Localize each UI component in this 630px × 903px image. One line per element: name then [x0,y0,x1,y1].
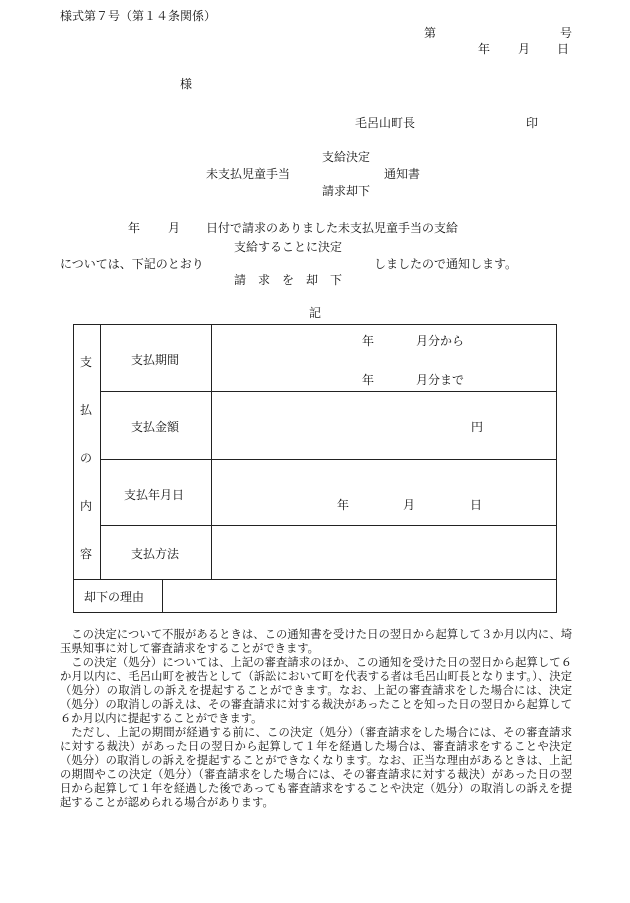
issue-date-day: 日 [557,42,570,56]
title-suffix: 通知書 [384,167,421,181]
title-option-rejection: 請求却下 [322,184,371,198]
side-label-char: 容 [80,547,93,561]
period-to-suffix: 月分まで [416,373,465,387]
period-label: 支払期間 [131,353,180,367]
document-title: 未支払児童手当 [206,167,291,181]
amount-unit: 円 [471,420,484,434]
amount-label: 支払金額 [131,420,180,434]
body-option-reject: 請 求 を 却 下 [234,273,343,287]
ki-heading: 記 [309,306,322,320]
payment-date-month: 月 [403,498,416,512]
side-label-char: 支 [80,355,93,369]
period-from-year: 年 [362,334,375,348]
period-to-year: 年 [362,373,375,387]
rejection-reason-label: 却下の理由 [84,590,145,604]
body-option-payment: 支給することに決定 [234,240,343,254]
payment-method-label: 支払方法 [131,547,180,561]
side-label-char: の [80,451,93,465]
payment-date-label: 支払年月日 [124,488,185,502]
request-date-month: 月 [168,221,181,235]
body-line-2-suffix: しましたので通知します。 [374,257,518,271]
body-line-2-prefix: については、下記のとおり [60,257,204,271]
payment-date-day: 日 [470,498,483,512]
body-line-1: 日付で請求のありました未支払児童手当の支給 [206,221,459,235]
request-date-year: 年 [128,221,141,235]
document-number-prefix: 第 [424,26,437,40]
payment-date-year: 年 [337,498,350,512]
period-from-suffix: 月分から [416,334,465,348]
appeal-notes [60,628,572,810]
issuer-name: 毛呂山町長 [355,116,416,130]
note-paragraph: ただし、上記の期間が経過する前に、この決定（処分）（審査請求をした場合には、その審査請求に対する裁決）があった日の翌日から起算して１年を経過した場合は、審査請求をすることや決定（処分）の取消しの訴えを提起することができなくなります。なお、正当な理由があるときは、上記の期間やこの決定（処分）（審査請求をした場合には、その審査請求に対する裁決）があった日の翌日から起算して１年を経過した後であっても審査請求をすることや決定（処分）の取消しの訴えを提起することが認められる場合があります。 [60,726,572,809]
issue-date-year: 年 [478,42,491,56]
note-paragraph: この決定について不服があるときは、この通知書を受けた日の翌日から起算して３か月以内に、埼玉県知事に対して審査請求をすることができます。 [60,628,572,655]
document-number-suffix: 号 [560,26,573,40]
issue-date-month: 月 [518,42,531,56]
note-paragraph: この決定（処分）については、上記の審査請求のほか、この通知を受けた日の翌日から起算して６か月以内に、毛呂山町を被告として（訴訟において町を代表する者は毛呂山町長となります。）、決定（処分）の取消しの訴えを提起することができます。なお、上記の審査請求をした場合には、決定（処分）の取消しの訴えは、その審査請求に対する裁決があったことを知った日の翌日から起算して６か月以内に提起することができます。 [60,656,572,725]
seal-mark: 印 [526,116,539,130]
title-option-decision: 支給決定 [322,150,371,164]
side-label-char: 内 [80,499,93,513]
form-label: 様式第７号（第１４条関係） [60,9,217,23]
addressee-suffix: 様 [180,77,193,91]
side-label-char: 払 [80,403,93,417]
